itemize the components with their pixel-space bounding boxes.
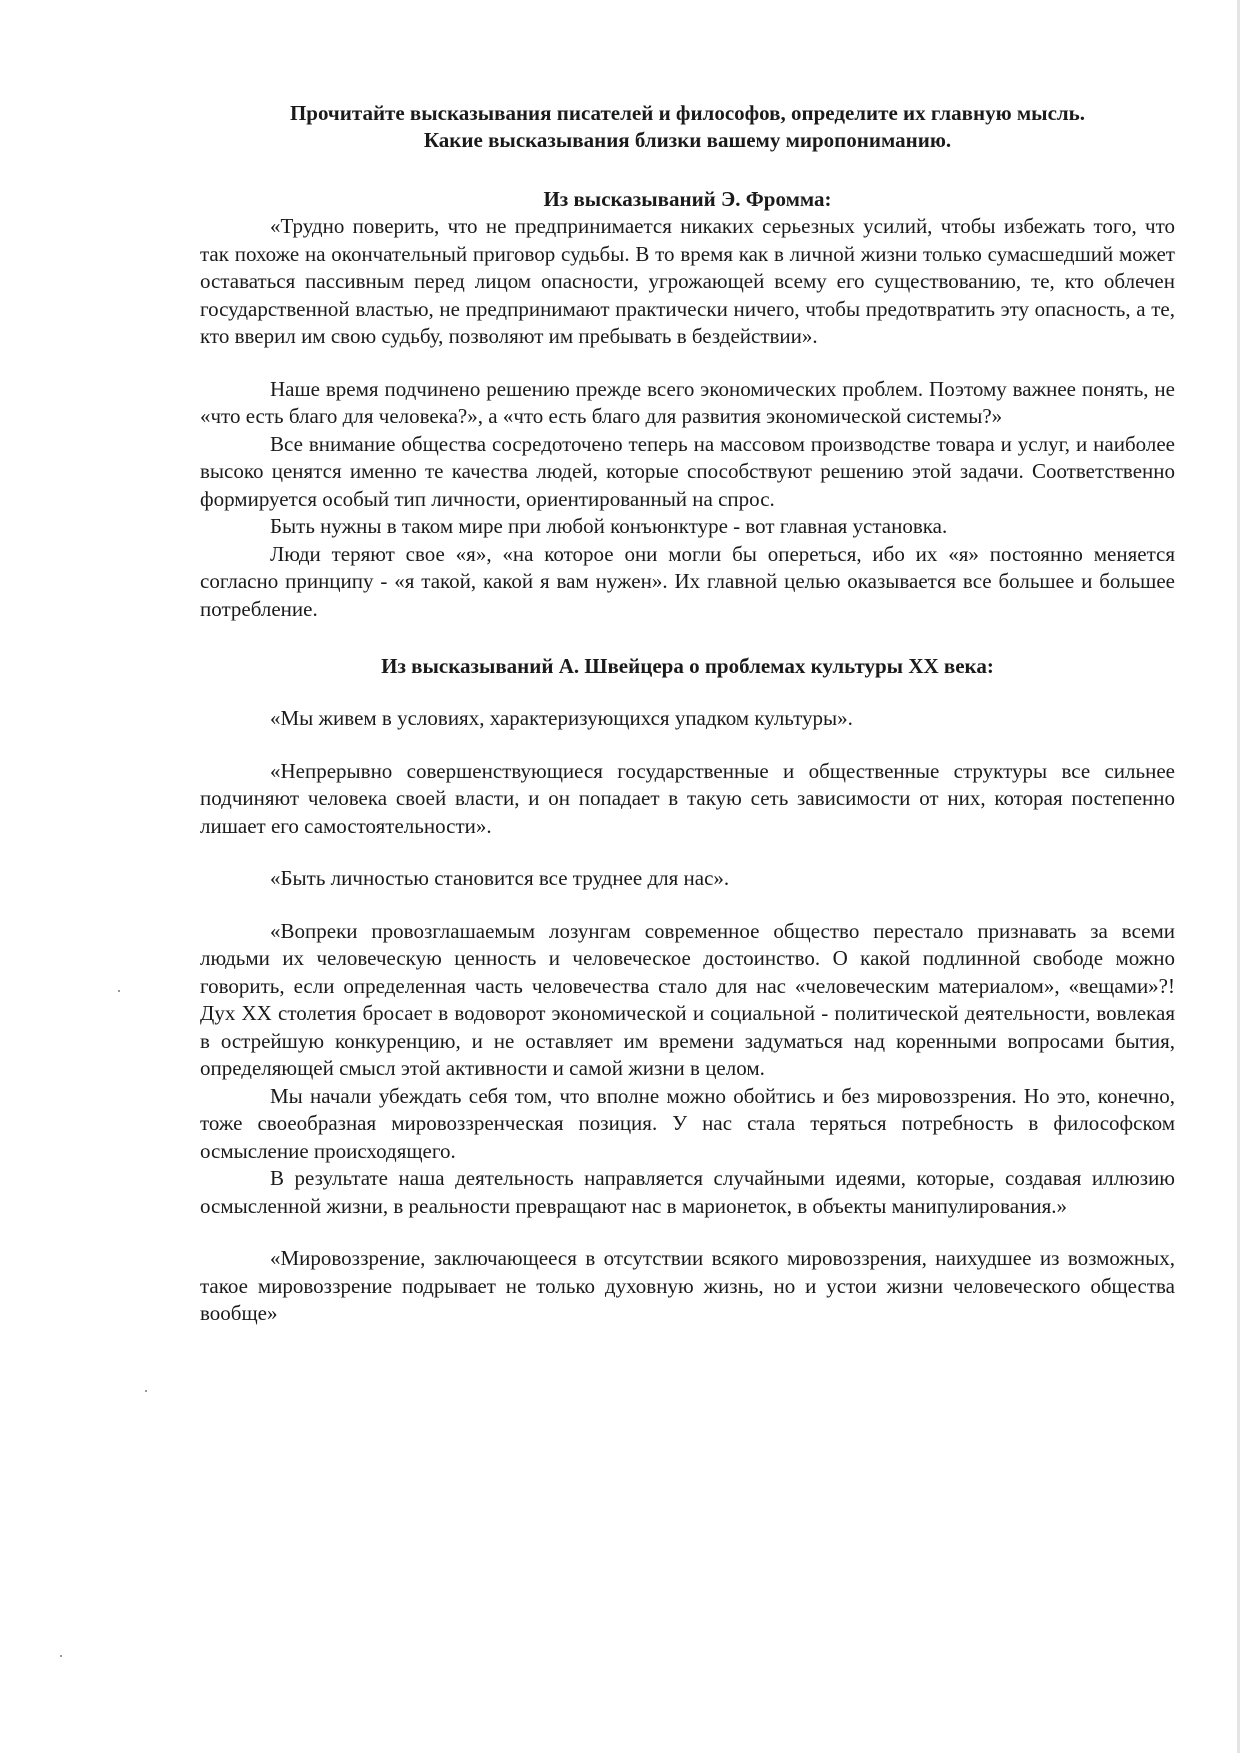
document-title-line-2: Какие высказывания близки вашему миропониманию. xyxy=(423,128,952,152)
document-title-line-1: Прочитайте высказывания писателей и философов, определите их главную мысль. xyxy=(289,101,1086,125)
scan-speck xyxy=(145,1390,147,1392)
scan-speck xyxy=(60,1655,62,1657)
fromm-paragraph-3: Все внимание общества сосредоточено теперь на массовом производстве товара и услуг, и наиболее высоко ценятся именно те качества людей, которые способствуют решению этой задачи. Соответственно формируется особый тип личности, ориентированный на спрос. xyxy=(200,431,1175,511)
schweitzer-quote-4-paragraph-3: В результате наша деятельность направляется случайными идеями, которые, создавая иллюзию осмысленной жизни, в реальности превращают нас в марионеток, в объекты манипулирования.» xyxy=(200,1166,1175,1218)
fromm-paragraph-5: Люди теряют свое «я», «на которое они могли бы опереться, ибо их «я» постоянно меняется согласно принципу - «я такой, какой я вам нужен». Их главной целью оказывается все большее и большее потребление. xyxy=(200,541,1175,621)
schweitzer-quote-2: «Непрерывно совершенствующиеся государственные и общественные структуры все сильнее подчиняют человека своей власти, и он попадает в такую сеть зависимости от них, которая постепенно лишает его самостоятельности». xyxy=(200,758,1175,838)
fromm-heading: Из высказываний Э. Фромма: xyxy=(543,187,832,211)
scan-speck xyxy=(118,990,120,992)
schweitzer-quote-3: «Быть личностью становится все труднее для нас». xyxy=(270,866,730,890)
schweitzer-quote-1: «Мы живем в условиях, характеризующихся упадком культуры». xyxy=(270,706,853,730)
schweitzer-quote-5: «Мировоззрение, заключающееся в отсутствии всякого мировоззрения, наихудшее из возможных, такое мировоззрение подрывает не только духовную жизнь, но и устои жизни человеческого общества вообще» xyxy=(200,1246,1175,1325)
schweitzer-heading: Из высказываний А. Швейцера о проблемах культуры XX века: xyxy=(381,654,994,678)
fromm-paragraph-2: Наше время подчинено решению прежде всего экономических проблем. Поэтому важнее понять, не «что есть благо для человека?», а «что есть благо для развития экономической системы?» xyxy=(200,376,1175,428)
schweitzer-quote-4-paragraph-1: «Вопреки провозглашаемым лозунгам современное общество перестало признавать за всеми людьми их человеческую ценность и человеческое достоинство. О какой подлинной свободе можно говорить, если определенная часть человечества стало для нас «человеческим материалом», «вещами»?! Дух XX столетия бросает в водоворот экономической и социальной - политической деятельности, вовлекая в острейшую конкуренцию, и не оставляет им времени задуматься над коренными вопросами бытия, определяющей смысл этой активности и самой жизни в целом. xyxy=(200,918,1175,1080)
schweitzer-section xyxy=(200,653,1175,1328)
fromm-paragraph-1: «Трудно поверить, что не предпринимается никаких серьезных усилий, чтобы избежать того, что так похоже на окончательный приговор судьбы. В то время как в личной жизни только сумасшедший может оставаться пассивным перед лицом опасности, угрожающей всему его существованию, те, кто облечен государственной властью, не предпринимают практически ничего, чтобы предотвратить эту опасность, а те, кто вверил им свою судьбу, позволяют им пребывать в бездействии». xyxy=(200,214,1175,348)
fromm-paragraph-4: Быть нужны в таком мире при любой конъюнктуре - вот главная установка. xyxy=(270,514,948,538)
document-page xyxy=(200,100,1175,1328)
schweitzer-quote-4-paragraph-2: Мы начали убеждать себя том, что вполне можно обойтись и без мировоззрения. Но это, конечно, тоже своеобразная мировоззренческая позиция. У нас стала теряться потребность в философском осмысление происходящего. xyxy=(200,1083,1175,1163)
fromm-section xyxy=(200,186,1175,623)
